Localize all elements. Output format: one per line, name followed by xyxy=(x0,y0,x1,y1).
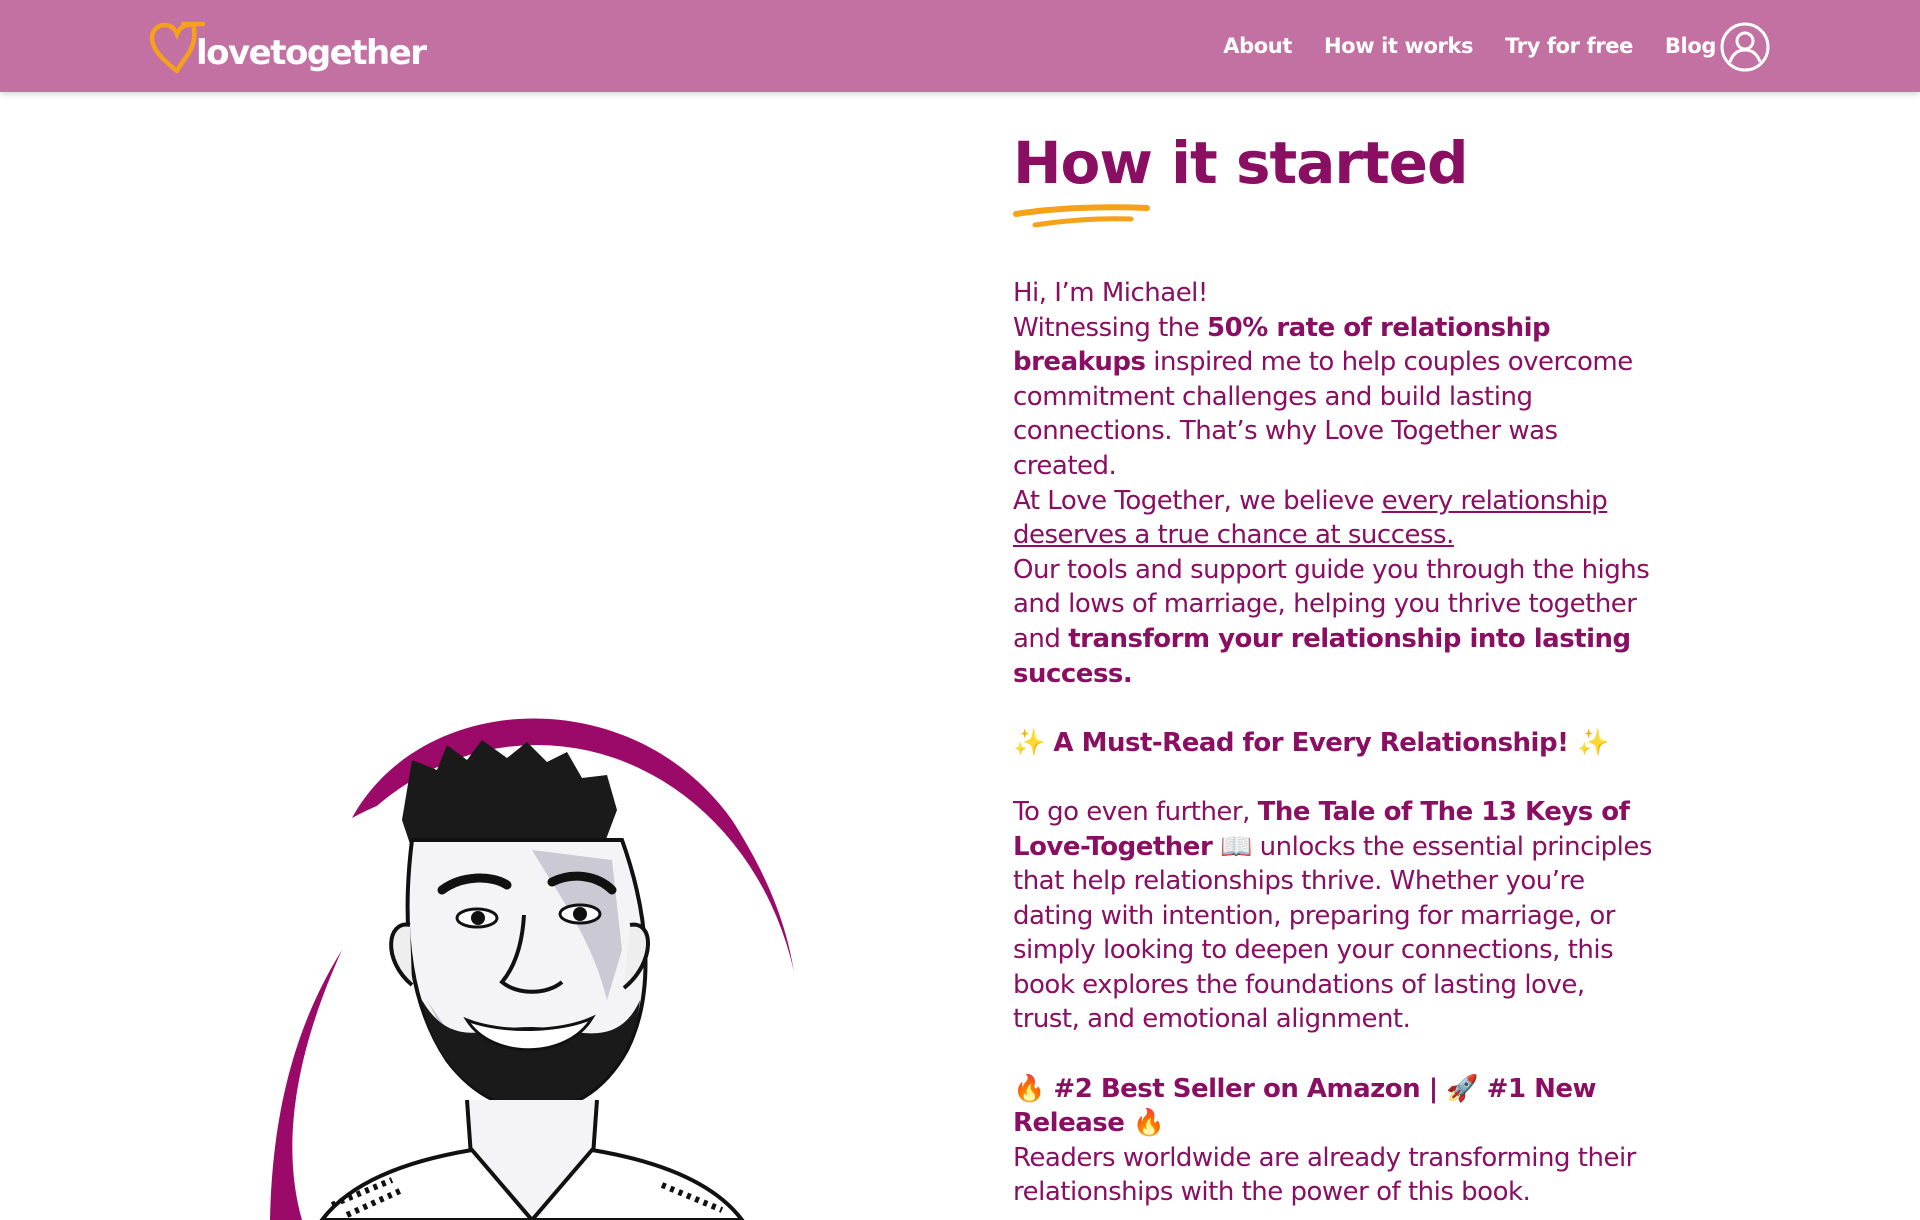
page-title: How it started xyxy=(1013,129,1468,197)
title-underline-swoosh xyxy=(1013,200,1153,230)
nav-try-for-free[interactable]: Try for free xyxy=(1505,34,1633,58)
text: At Love Together, we believe xyxy=(1013,485,1382,516)
top-navbar xyxy=(0,0,1920,92)
must-read-heading xyxy=(1013,726,1653,761)
text: Witnessing the xyxy=(1013,312,1208,343)
book-title: The Tale of The 13 Keys of Love-Together xyxy=(1013,796,1630,862)
paragraph-breakups xyxy=(1013,311,1653,484)
nav-how-it-works[interactable]: How it works xyxy=(1324,34,1474,58)
paragraph-tools xyxy=(1013,553,1653,691)
nav-about[interactable]: About xyxy=(1223,34,1292,58)
spacer xyxy=(1013,691,1653,726)
text: inspired me to help couples overcome commitment challenges and build lasting connections. That’s why Love Together was created. xyxy=(1013,347,1633,481)
text: Our tools and support guide you through the highs and lows of marriage, helping you thrive together and xyxy=(1013,554,1650,654)
paragraph-belief xyxy=(1013,484,1653,553)
text: To go even further, xyxy=(1013,796,1258,827)
paragraph-book xyxy=(1013,795,1653,1037)
best-seller-text: 🔥 #2 Best Seller on Amazon | 🚀 #1 New Release 🔥 xyxy=(1013,1073,1597,1139)
paragraph-readers: Readers worldwide are already transforming their relationships with the power of this book. xyxy=(1013,1142,1636,1208)
best-seller-heading xyxy=(1013,1072,1653,1141)
highlight-transform: transform your relationship into lasting success. xyxy=(1013,623,1631,689)
how-it-started-section xyxy=(1013,128,1653,1210)
logo-wordmark: lovetogether xyxy=(196,33,426,73)
story-text xyxy=(1013,276,1653,1210)
spacer xyxy=(1013,760,1653,795)
logo[interactable] xyxy=(148,18,426,78)
must-read-text: ✨ A Must-Read for Every Relationship! ✨ xyxy=(1013,727,1609,758)
belief-link[interactable]: every relationship deserves a true chance at success. xyxy=(1013,485,1608,551)
nav-blog[interactable]: Blog xyxy=(1664,34,1716,58)
spacer xyxy=(1013,1037,1653,1072)
greeting: Hi, I’m Michael! xyxy=(1013,278,1208,308)
text: 📖 unlocks the essential principles that help relationships thrive. Whether you’re dating with intention, preparing for marriage, or simply looking to deepen your connections, this book explores the foundations of lasting love, trust, and emotional alignment. xyxy=(1013,831,1652,1035)
main-nav xyxy=(1223,0,1716,92)
michael-sketch-portrait xyxy=(262,700,822,1220)
user-circle-icon[interactable] xyxy=(1720,22,1770,72)
highlight-breakups: 50% rate of relationship breakups xyxy=(1013,312,1551,378)
